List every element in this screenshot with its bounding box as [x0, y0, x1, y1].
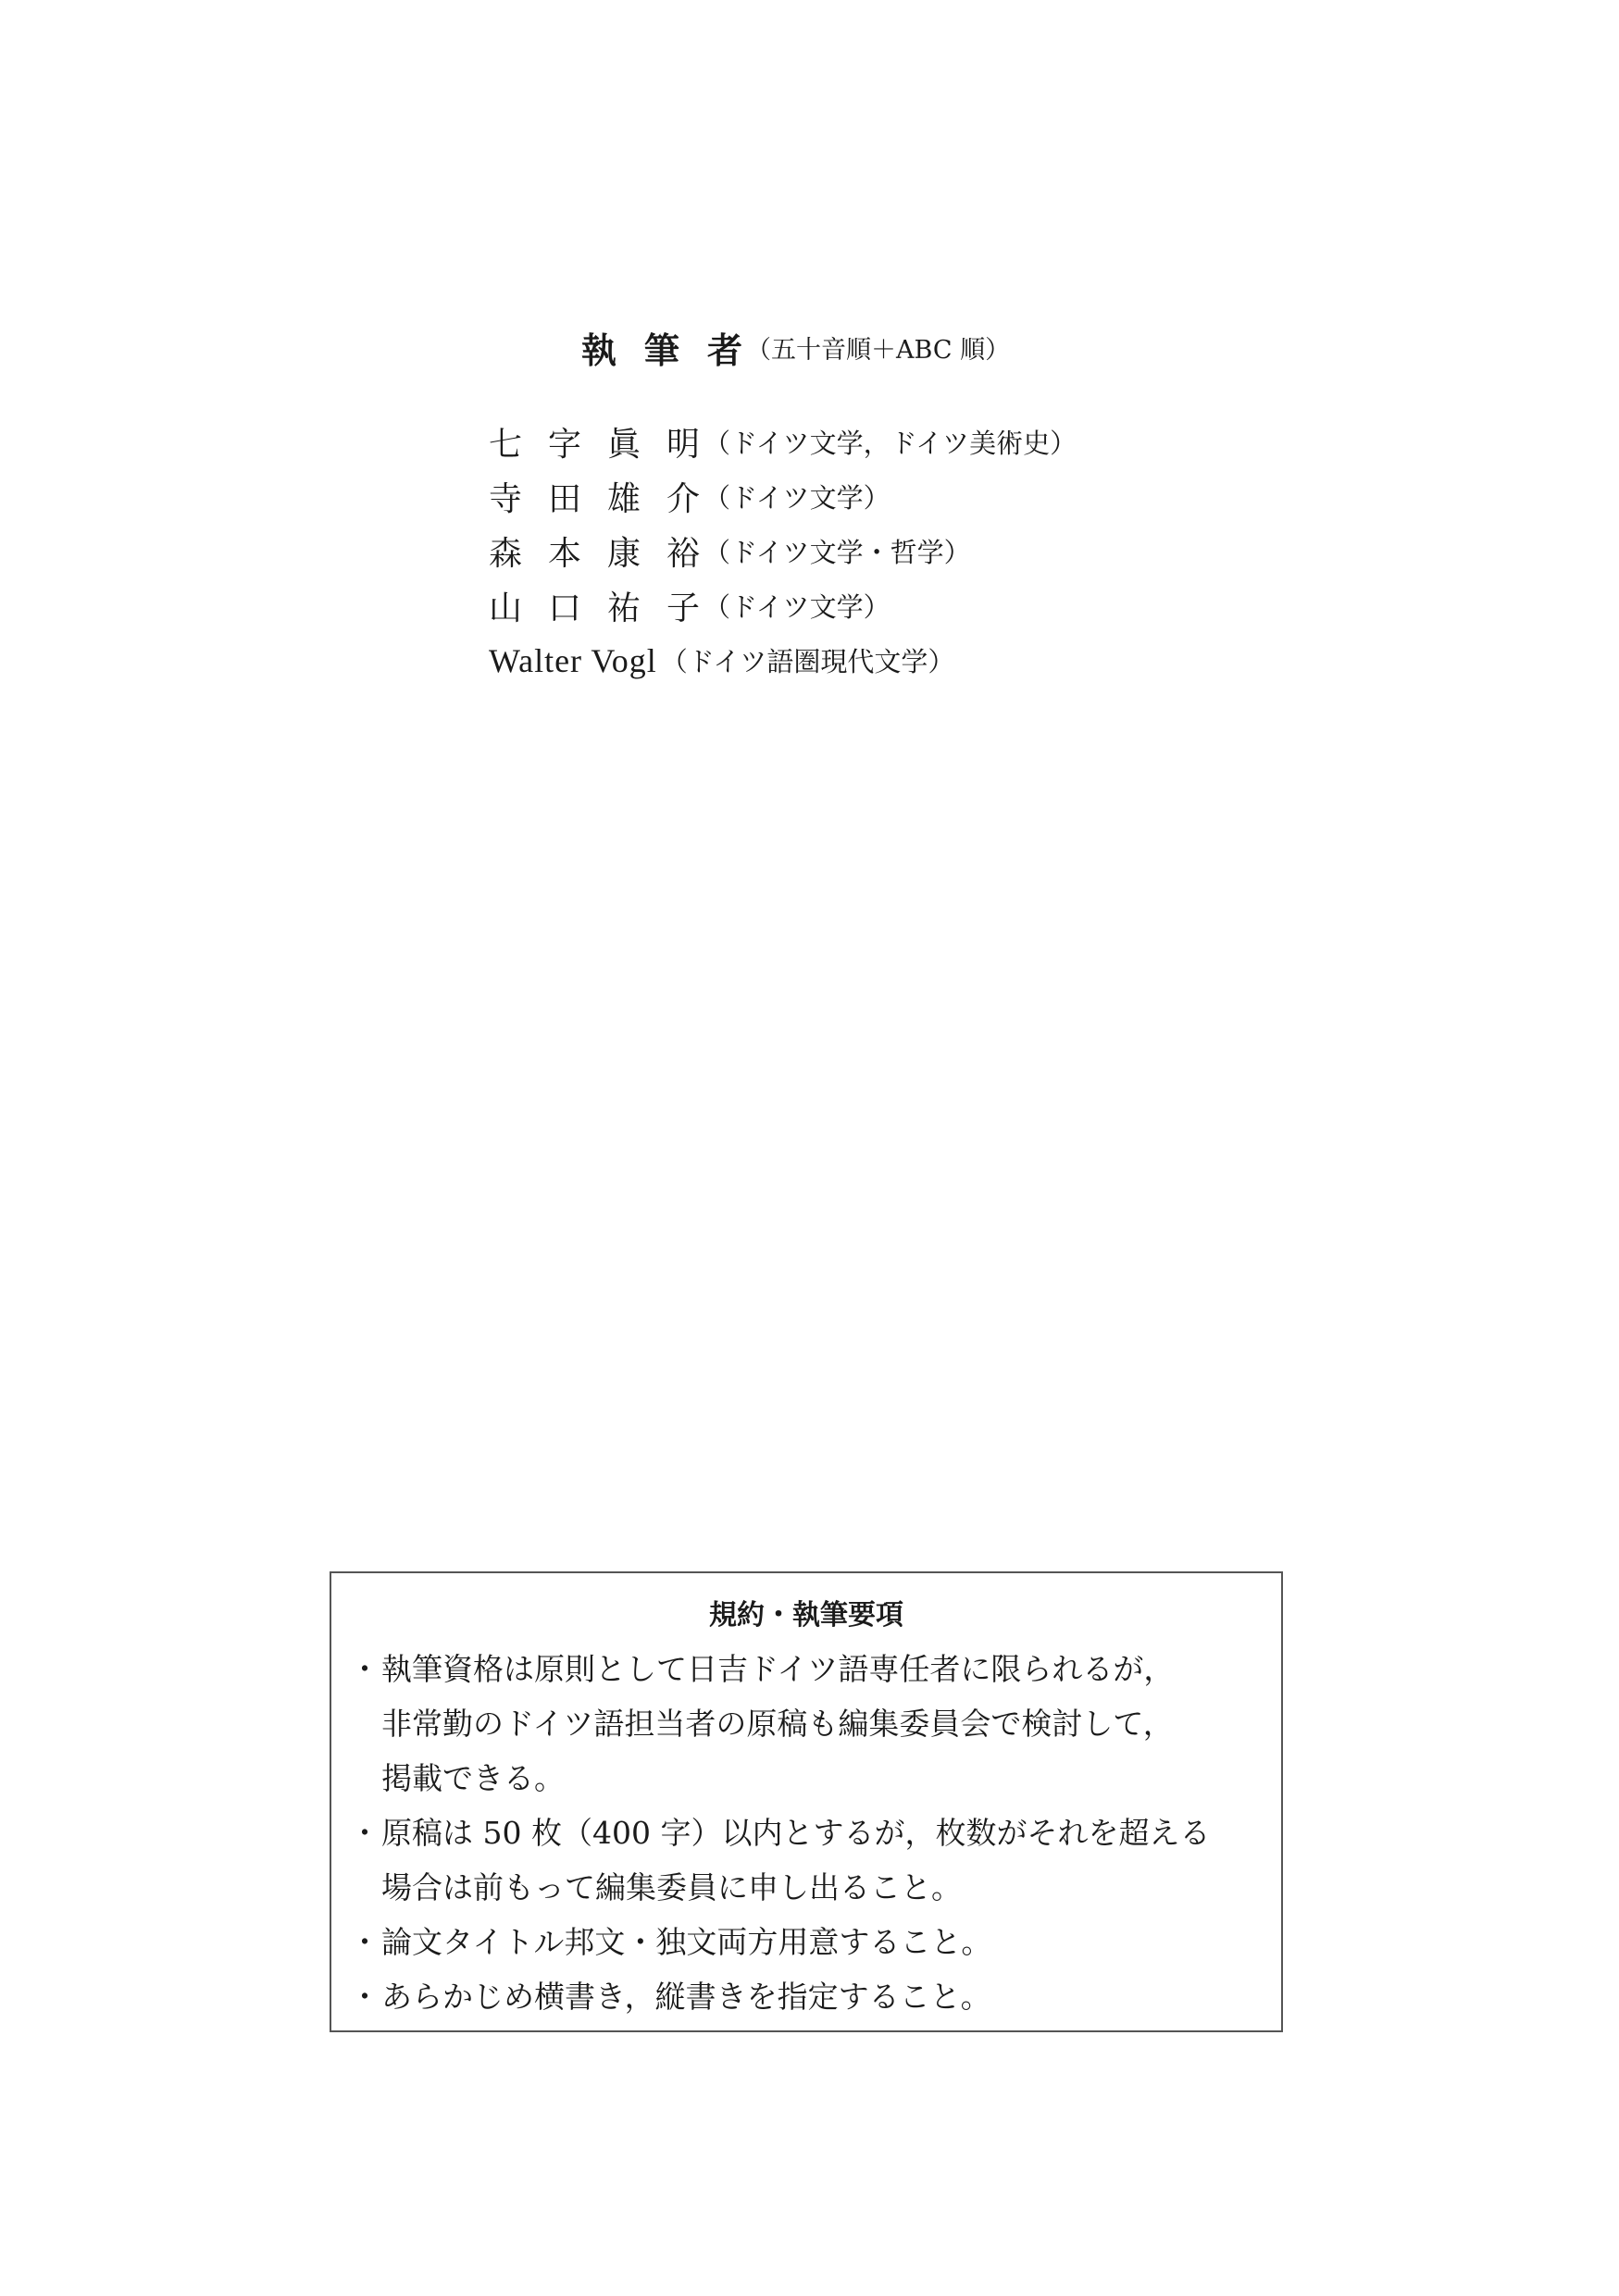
author-name: 七字眞明: [489, 426, 727, 464]
rule-line: 非常勤のドイツ語担当者の原稿も編集委員会で検討して，: [381, 1706, 1174, 1742]
author-field: （ドイツ語圏現代文学）: [660, 646, 955, 677]
author-row: [489, 415, 1077, 469]
rule-line: あらかじめ横書き，縦書きを指定すること。: [381, 1979, 991, 2015]
rule-item: [348, 1969, 1255, 2024]
authors-heading: [581, 322, 1010, 373]
author-name: Walter Vogl: [489, 641, 657, 679]
rule-line: 論文タイトル邦文・独文両方用意すること。: [381, 1924, 992, 1960]
rule-item: [348, 1806, 1255, 1915]
rule-line: 掲載できる。: [381, 1760, 565, 1796]
rule-item: [348, 1915, 1255, 1969]
rule-line: 執筆資格は原則として日吉ドイツ語専任者に限られるが，: [381, 1651, 1175, 1687]
author-name: 山口祐子: [489, 590, 727, 627]
submission-rules-box: [330, 1571, 1283, 2032]
author-name: 寺田雄介: [489, 480, 727, 518]
author-row: [489, 578, 1077, 633]
rule-line: 場合は前もって編集委員に申し出ること。: [381, 1869, 962, 1905]
author-row: [489, 524, 1077, 578]
rules-title: 規約・執筆要項: [709, 1599, 903, 1632]
author-field: （ドイツ文学）: [704, 591, 890, 623]
bullet-icon: ・: [349, 1651, 380, 1687]
rule-text: [381, 1806, 1255, 1915]
rule-text: [381, 1642, 1255, 1806]
bullet-icon: ・: [349, 1815, 380, 1851]
rule-text: [381, 1915, 1255, 1969]
bullet-icon: ・: [349, 1924, 380, 1960]
author-row: [489, 633, 1077, 688]
author-field: （ドイツ文学・哲学）: [704, 537, 971, 568]
author-list: [489, 415, 1077, 688]
author-name: 森本康裕: [489, 535, 727, 573]
rule-item: [348, 1642, 1255, 1806]
author-field: （ドイツ文学）: [704, 482, 890, 514]
rules-list: [348, 1642, 1255, 2024]
authors-heading-title: 執筆者: [581, 330, 771, 371]
author-field: （ドイツ文学，ドイツ美術史）: [704, 428, 1077, 459]
rule-text: [381, 1969, 1255, 2024]
rule-line: 原稿は 50 枚（400 字）以内とするが，枚数がそれを超える: [381, 1815, 1211, 1851]
bullet-icon: ・: [349, 1979, 380, 2015]
authors-order-note: （五十音順＋ABC 順）: [746, 336, 1011, 365]
author-row: [489, 469, 1077, 524]
